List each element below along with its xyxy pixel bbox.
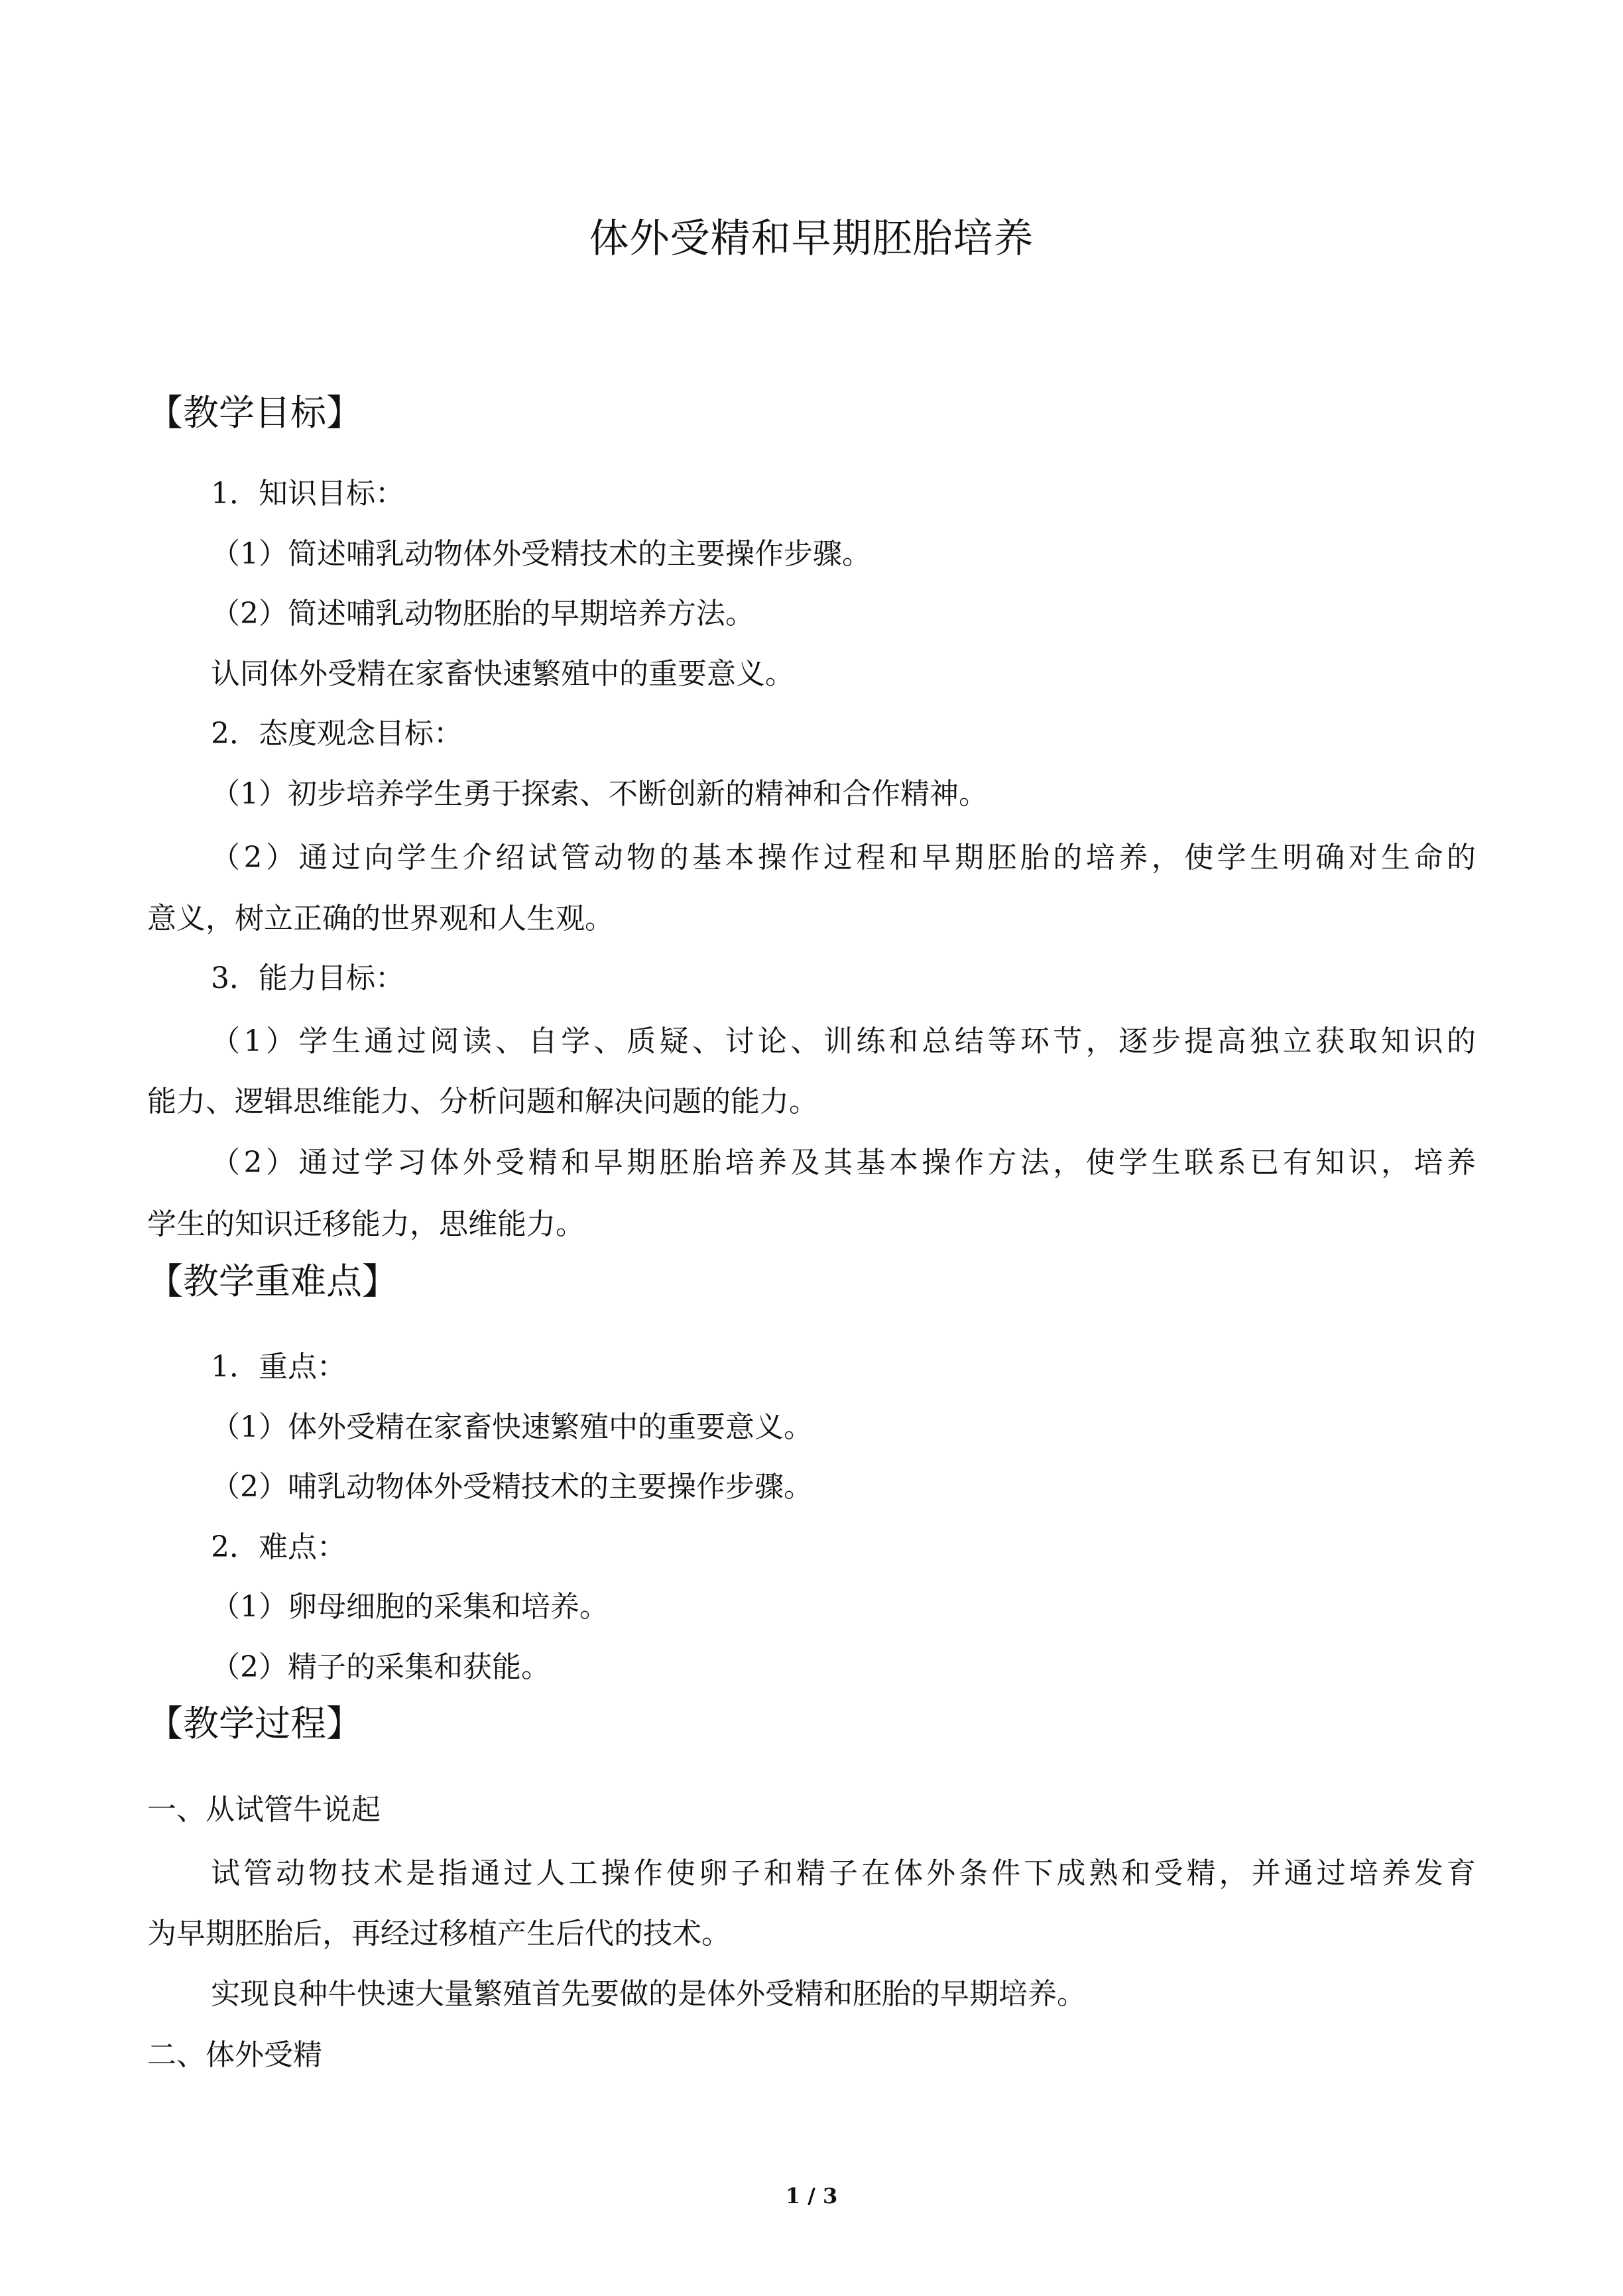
- ability-objective-item: （2）通过学习体外受精和早期胚胎培养及其基本操作方法，使学生联系已有知识，培养: [211, 1146, 1476, 1179]
- knowledge-objective-item: （2）简述哺乳动物胚胎的早期培养方法。: [211, 597, 754, 631]
- attitude-objective-label: 2．态度观念目标：: [211, 717, 463, 751]
- section-heading-process: 【教学过程】: [147, 1703, 362, 1744]
- process-part-title: 一、从试管牛说起: [147, 1793, 381, 1827]
- process-paragraph-continued: 为早期胚胎后，再经过移植产生后代的技术。: [147, 1917, 731, 1951]
- difficulty-item: （2）精子的采集和获能。: [211, 1650, 550, 1684]
- section-heading-key-points: 【教学重难点】: [147, 1260, 398, 1302]
- focus-item: （1）体外受精在家畜快速繁殖中的重要意义。: [211, 1410, 813, 1444]
- ability-objective-item: （1）学生通过阅读、自学、质疑、讨论、训练和总结等环节，逐步提高独立获取知识的: [211, 1024, 1476, 1058]
- process-paragraph: 试管动物技术是指通过人工操作使卵子和精子在体外条件下成熟和受精，并通过培养发育: [211, 1856, 1476, 1890]
- focus-item: （2）哺乳动物体外受精技术的主要操作步骤。: [211, 1470, 813, 1504]
- difficulty-label: 2．难点：: [211, 1530, 346, 1564]
- attitude-objective-item-continued: 意义，树立正确的世界观和人生观。: [147, 902, 614, 936]
- page-indicator: 1 / 3: [785, 2183, 838, 2208]
- difficulty-item: （1）卵母细胞的采集和培养。: [211, 1590, 609, 1624]
- attitude-objective-item: （1）初步培养学生勇于探索、不断创新的精神和合作精神。: [211, 777, 988, 811]
- attitude-objective-item: （2）通过向学生介绍试管动物的基本操作过程和早期胚胎的培养，使学生明确对生命的: [211, 841, 1476, 875]
- knowledge-objective-item: 认同体外受精在家畜快速繁殖中的重要意义。: [211, 657, 794, 691]
- process-part-title: 二、体外受精: [147, 2038, 322, 2072]
- document-title: 体外受精和早期胚胎培养: [589, 215, 1034, 262]
- ability-objective-item-continued: 能力、逻辑思维能力、分析问题和解决问题的能力。: [147, 1085, 818, 1118]
- focus-label: 1．重点：: [211, 1350, 346, 1384]
- section-heading-objectives: 【教学目标】: [147, 392, 362, 434]
- knowledge-objective-label: 1．知识目标：: [211, 477, 404, 511]
- process-paragraph: 实现良种牛快速大量繁殖首先要做的是体外受精和胚胎的早期培养。: [211, 1977, 1086, 2011]
- knowledge-objective-item: （1）简述哺乳动物体外受精技术的主要操作步骤。: [211, 537, 871, 571]
- ability-objective-item-continued: 学生的知识迁移能力，思维能力。: [147, 1207, 585, 1241]
- ability-objective-label: 3．能力目标：: [211, 961, 404, 995]
